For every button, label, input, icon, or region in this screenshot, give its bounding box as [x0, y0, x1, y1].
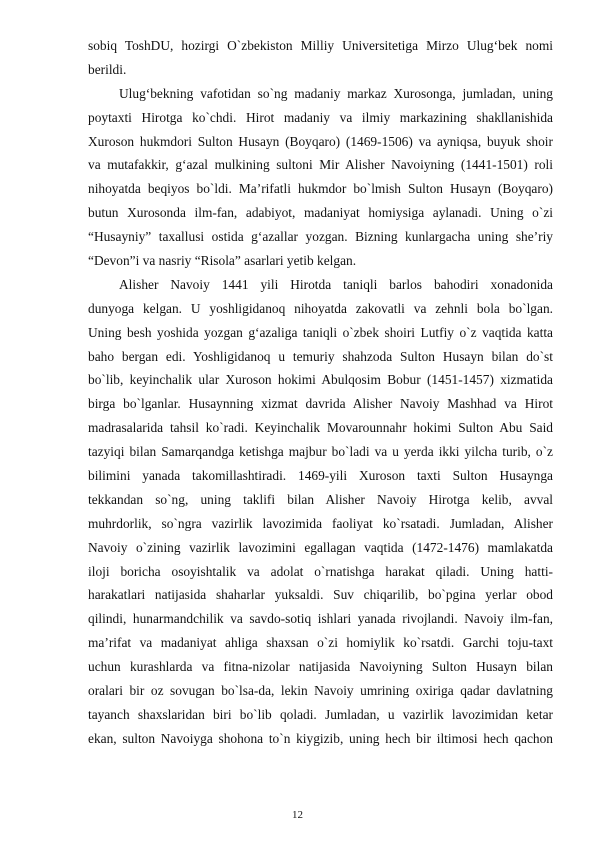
- text-line: oralari bir oz sovugan bo`lsa-da, lekin Navoiy umrining oxiriga qadar davlatning: [88, 683, 553, 699]
- text-line: madrasalarida tahsil ko`radi. Keyinchalik Movarounnahr hokimi Sulton Abu Said: [88, 420, 553, 436]
- text-line: iloji boricha osoyishtalik va adolat o`rnatishga harakat qiladi. Uning hatti-: [88, 563, 553, 579]
- text-line: ma’rifat va madaniyat ahliga shaxsan o`zi homiylik ko`rsatdi. Garchi toju-taxt: [88, 635, 553, 651]
- text-line: Navoiy o`zining vazirlik lavozimini egallagan vaqtida (1472-1476) mamlakatda: [88, 539, 553, 555]
- text-line: berildi.: [88, 61, 127, 77]
- text-line: baho bergan edi. Yoshligidanoq u temuriy shahzoda Sulton Husayn bilan do`st: [88, 348, 553, 364]
- text-line: “Devon”i va nasriy “Risola” asarlari yetib kelgan.: [88, 253, 357, 269]
- text-line: tekkandan so`ng, uning taklifi bilan Alisher Navoiy Hirotga kelib, avval: [88, 491, 553, 507]
- paragraph-first-line: Ulug‘bekning vafotidan so`ng madaniy markaz Xurosonga, jumladan, uning: [119, 85, 553, 101]
- text-line: muhrdorlik, so`ngra vazirlik lavozimida faoliyat ko`rsatadi. Jumladan, Alisher: [88, 515, 553, 531]
- text-line: qilindi, hunarmandchilik va savdo-sotiq ishlari yanada rivojlandi. Navoiy ilm-fan,: [88, 611, 553, 627]
- paragraph-first-line: Alisher Navoiy 1441 yili Hirotda taniqli barlos bahodiri xonadonida: [119, 276, 553, 292]
- text-line: tayanch shaxslaridan biri bo`lib qoladi. Jumladan, u vazirlik lavozimidan ketar: [88, 706, 553, 722]
- text-line: birga bo`lganlar. Husaynning xizmat davrida Alisher Navoiy Mashhad va Hirot: [88, 396, 553, 412]
- text-line: nihoyatda beqiyos bo`ldi. Ma’rifatli hukmdor bo`lmish Sulton Husayn (Boyqaro): [88, 181, 553, 197]
- text-line: tazyiqi bilan Samarqandga ketishga majbur bo`ladi va u yerda ikki yilcha turib, o`z: [88, 444, 553, 460]
- text-line: poytaxti Hirotga ko`chdi. Hirot madaniy va ilmiy markazining shakllanishida: [88, 109, 553, 125]
- text-line: uchun kurashlarda va fitna-nizolar natijasida Navoiyning Sulton Husayn bilan: [88, 659, 553, 675]
- text-line: dunyoga kelgan. U yoshligidanoq nihoyatda zakovatli va zehnli bola bo`lgan.: [88, 300, 553, 316]
- text-line: bilimini yanada takomillashtiradi. 1469-yili Xuroson taxti Sulton Husaynga: [88, 468, 553, 484]
- page-number: 12: [292, 809, 303, 821]
- body-text: [88, 34, 553, 751]
- text-line: Xuroson hukmdori Sulton Husayn (Boyqaro) (1469-1506) va ayniqsa, buyuk shoir: [88, 133, 553, 149]
- text-line: va mutafakkir, g‘azal mulkining sultoni Mir Alisher Navoiyning (1441-1501) roli: [88, 157, 553, 173]
- text-line: “Husayniy” taxallusi ostida g‘azallar yozgan. Bizning kunlargacha uning she’riy: [88, 229, 553, 245]
- text-line: harakatlari natijasida shaharlar yuksaldi. Suv chiqarilib, bo`pgina yerlar obod: [88, 587, 553, 603]
- text-line: sobiq ToshDU, hozirgi O`zbekiston Milliy Universitetiga Mirzo Ulug‘bek nomi: [88, 38, 553, 53]
- text-line: ekan, sulton Navoiyga shohona to`n kiygizib, uning hech bir iltimosi hech qachon: [88, 730, 553, 746]
- text-line: bo`lib, keyinchalik ular Xuroson hokimi Abulqosim Bobur (1451-1457) xizmatida: [88, 372, 553, 388]
- text-line: butun Xurosonda ilm-fan, adabiyot, madaniyat homiysiga aylanadi. Uning o`zi: [88, 205, 553, 221]
- text-line: Uning besh yoshida yozgan g‘azaliga taniqli o`zbek shoiri Lutfiy o`z vaqtida katta: [88, 324, 553, 340]
